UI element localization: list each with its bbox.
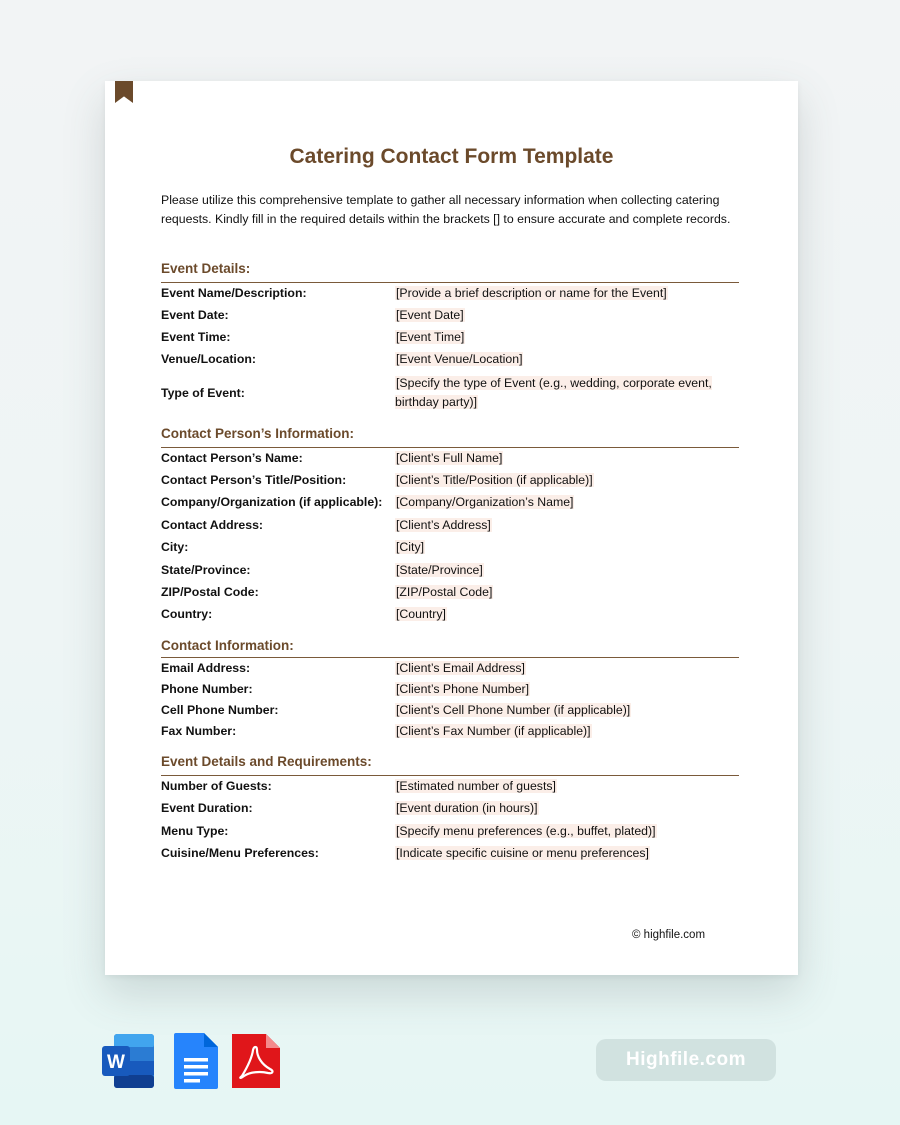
field-label: Country:	[161, 607, 213, 621]
field-value[interactable]: [Client’s Fax Number (if applicable)]	[396, 724, 591, 738]
section-divider	[161, 775, 739, 776]
section-divider	[161, 657, 739, 658]
section-title-event-details: Event Details:	[161, 261, 251, 276]
field-label: Type of Event:	[161, 386, 245, 400]
field-label: Event Duration:	[161, 801, 253, 815]
field-value[interactable]: [ZIP/Postal Code]	[396, 585, 493, 599]
intro-paragraph: Please utilize this comprehensive template to gather all necessary information when collecting catering requests. Kindly fill in the required details within the brackets [] to ensure accurate and complete records.	[161, 193, 731, 226]
copyright-text: © highfile.com	[632, 929, 706, 941]
field-label: Event Time:	[161, 330, 231, 344]
field-value[interactable]: [Event Date]	[396, 308, 464, 322]
field-label: Contact Person’s Title/Position:	[161, 473, 347, 487]
field-value[interactable]: [Indicate specific cuisine or menu preferences]	[396, 846, 649, 860]
field-value[interactable]: [Specify menu preferences (e.g., buffet, plated)]	[396, 824, 656, 838]
field-label: Company/Organization (if applicable):	[161, 495, 383, 509]
field-value[interactable]: [City]	[396, 540, 425, 554]
field-label: Cell Phone Number:	[161, 703, 279, 717]
field-value[interactable]: [Client’s Title/Position (if applicable)]	[396, 473, 593, 487]
section-title-event-requirements: Event Details and Requirements:	[161, 754, 372, 769]
section-title-contact-information: Contact Information:	[161, 638, 294, 653]
field-label: Venue/Location:	[161, 352, 256, 366]
word-icon[interactable]	[100, 1032, 156, 1090]
field-value[interactable]: [Client’s Address]	[396, 518, 491, 532]
field-label: Email Address:	[161, 661, 251, 675]
field-label: State/Province:	[161, 563, 251, 577]
field-label: Contact Person’s Name:	[161, 451, 303, 465]
field-label: City:	[161, 540, 189, 554]
field-label: Event Date:	[161, 308, 229, 322]
field-label: Contact Address:	[161, 518, 264, 532]
field-value[interactable]: [Client’s Phone Number]	[396, 682, 530, 696]
field-value[interactable]: [Event Time]	[396, 330, 465, 344]
field-label: ZIP/Postal Code:	[161, 585, 259, 599]
field-value[interactable]: [Client’s Cell Phone Number (if applicable)]	[396, 703, 631, 717]
field-value[interactable]: [Event Venue/Location]	[396, 352, 523, 366]
field-label: Number of Guests:	[161, 779, 272, 793]
field-value[interactable]: [Event duration (in hours)]	[396, 801, 538, 815]
field-value[interactable]: [State/Province]	[396, 563, 483, 577]
pdf-icon[interactable]	[230, 1032, 286, 1090]
field-label: Event Name/Description:	[161, 286, 307, 300]
google-docs-icon[interactable]	[170, 1032, 226, 1090]
field-label: Cuisine/Menu Preferences:	[161, 846, 319, 860]
field-value[interactable]: [Provide a brief description or name for the Event]	[396, 286, 667, 300]
field-label: Menu Type:	[161, 824, 229, 838]
field-value[interactable]: [Client’s Email Address]	[396, 661, 525, 675]
field-value[interactable]: [Company/Organization’s Name]	[396, 495, 574, 509]
section-divider	[161, 282, 739, 283]
field-label: Fax Number:	[161, 724, 237, 738]
field-value[interactable]: [Client’s Full Name]	[396, 451, 503, 465]
field-label: Phone Number:	[161, 682, 253, 696]
brand-badge[interactable]: Highfile.com	[596, 1039, 776, 1081]
bookmark-icon	[115, 81, 133, 103]
svg-text:W: W	[107, 1052, 125, 1073]
field-value[interactable]: [Estimated number of guests]	[396, 779, 556, 793]
page-title: Catering Contact Form Template	[289, 145, 614, 168]
section-title-contact-person: Contact Person’s Information:	[161, 426, 355, 441]
section-divider	[161, 447, 739, 448]
field-value[interactable]: [Country]	[396, 607, 446, 621]
document-page	[105, 81, 798, 975]
field-value[interactable]: [Specify the type of Event (e.g., wedding, corporate event, birthday party)]	[395, 376, 712, 409]
